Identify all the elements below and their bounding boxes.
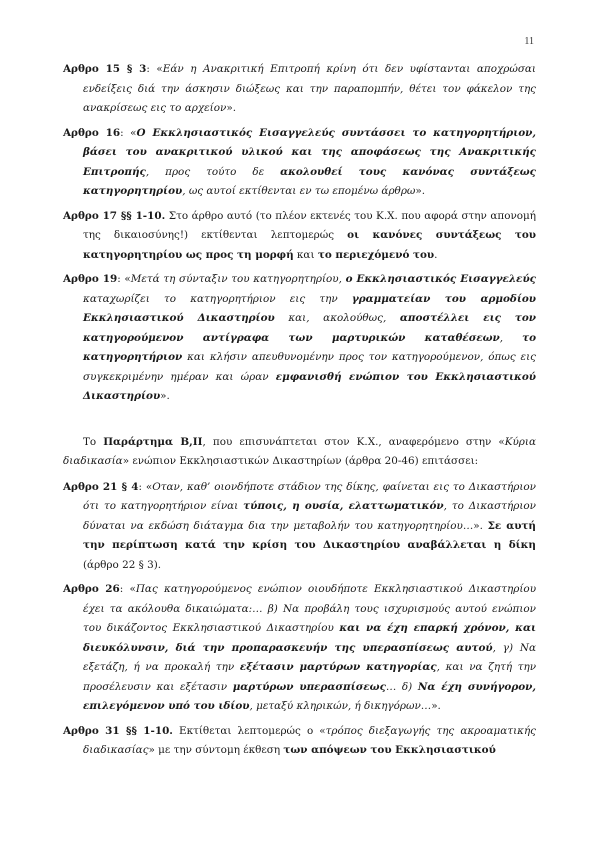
emphasized-text: Σε αυτή την περίπτωση κατά την κρίση του Δικαστηρίου αναβάλλεται η δίκη — [83, 519, 536, 551]
quoted-text: , και να ζητή την προσέλευσιν και εξέτασιν — [83, 661, 537, 693]
quoted-text: Μετά τη σύνταξιν του κατηγορητηρίου, — [130, 273, 346, 285]
quoted-text: , — [499, 331, 523, 344]
article-heading: Αρθρο 21 § 4 — [63, 480, 139, 493]
quoted-text: καταχωρίζει το κατηγορητήριον εις την — [83, 292, 352, 305]
text-span: ». — [160, 390, 170, 402]
emphasized-quote: ο Εκκλησιαστικός Εισαγγελεύς — [345, 273, 536, 285]
text-span: (άρθρο 22 § 3). — [83, 558, 162, 571]
article-15-paragraph — [63, 60, 536, 119]
emphasized-quote: και να έχη επαρκή χρόνον, και διευκόλυνσιν, διά την προπαρασκευήν της υπερασπίσεως αυτού — [83, 622, 536, 654]
quoted-text: , το Δικαστήριον δύναται να εκδώση διάταγμα δια την μεταβολήν του κατηγορητηρίου… — [83, 500, 536, 532]
article-heading: Αρθρο 16 — [63, 126, 121, 139]
quoted-text: , ως αυτοί εκτίθενται εν τω επομένω άρθρω — [182, 185, 416, 197]
article-heading: Αρθρο 19 — [63, 273, 118, 285]
text-span: Εκτίθεται λεπτομερώς ο « — [172, 724, 326, 737]
article-16-paragraph — [63, 124, 536, 202]
text-span: : « — [120, 126, 137, 139]
text-span: ». — [473, 519, 488, 532]
text-span: : « — [138, 480, 153, 493]
emphasized-text: Παράρτημα Β,ΙΙ — [103, 435, 203, 448]
quoted-text: τρόπος διεξαγωγής της ακροαματικής διαδικασίας — [83, 724, 537, 756]
quoted-text: , προς τούτο δε — [145, 165, 281, 178]
quoted-text: , μεταξύ κληρικών, ή δικηγόρων… — [249, 700, 432, 712]
page-number: 11 — [524, 36, 534, 47]
emphasized-quote: αποστέλλει εις τον κατηγορούμενον αντίγραφα των μαρτυρικών καταθέσεων — [83, 312, 536, 344]
text-span: Στο άρθρο αυτό (το πλέον εκτενές του Κ.Χ. που αφορά στην απονομή της δικαιοσύνης!) εκτίθενται λεπτομερώς — [83, 209, 537, 241]
text-span: . — [434, 248, 438, 261]
article-31-paragraph — [63, 722, 536, 761]
emphasized-quote: εμφανισθή ενώπιον του Εκκλησιαστικού Δικαστηρίου — [83, 370, 536, 402]
text-span: ». — [226, 102, 237, 114]
quoted-text: … δ) — [385, 680, 418, 693]
quoted-text: Εάν η Ανακριτική Επιτροπή κρίνη ότι δεν υφίστανται αποχρώσαι ενδείξεις διά την άσκησιν διώξεως και την παραπομπήν, θέτει τον φάκελον της ανακρίσεως εις το αρχείον — [83, 63, 537, 114]
text-span: » ενώπιον Εκκλησιαστικών Δικαστηρίων (άρθρα 20-46) επιτάσσει: — [122, 455, 479, 467]
text-span: : « — [146, 63, 163, 75]
article-heading: Αρθρο 31 §§ 1-10. — [63, 724, 173, 737]
emphasized-text: το περιεχόμενό του — [317, 248, 435, 261]
document-body — [63, 60, 536, 766]
quoted-text: , γ) Να εξετάζη, ή να προκαλή την — [83, 641, 536, 673]
emphasized-quote: γραμματείαν του αρμοδίου Εκκλησιαστικού Δικαστηρίου — [83, 292, 536, 324]
quoted-text: και, ακολούθως, — [274, 312, 400, 324]
emphasized-quote: Ο Εκκλησιαστικός Εισαγγελεύς συντάσσει το κατηγορητήριον, βάσει του ανακριτικού υλικού και της αποφάσεως της Ανακριτικής Επιτροπής — [83, 126, 536, 178]
quoted-text: και κλήσιν απευθυνομένην προς τον κατηγορούμενον, όπως εις συγκεκριμένην ημέραν και ώραν — [83, 351, 536, 383]
text-span: » με την σύντομη έκθεση — [148, 744, 284, 756]
quoted-text: Πας κατηγορούμενος ενώπιον οιουδήποτε Εκκλησιαστικού Δικαστηρίου έχει τα ακόλουθα δικαιώματα:… β) Να προβάλη τους ισχυρισμούς αυτού ενώπιον του δικάζοντος Εκκλησιαστικού Δικαστηρίου — [83, 583, 537, 634]
text-span: και — [293, 248, 318, 261]
text-span: ». — [415, 185, 426, 197]
emphasized-quote: ακολουθεί τους κανόνας συντάξεως κατηγορητηρίου — [83, 165, 536, 197]
text-span: ». — [431, 700, 441, 712]
article-21-paragraph — [63, 478, 536, 576]
text-span: : « — [117, 273, 131, 285]
article-17-paragraph — [63, 207, 536, 266]
article-heading: Αρθρο 15 § 3 — [63, 63, 147, 75]
text-span: : « — [119, 583, 136, 595]
emphasized-quote: εξέτασιν μαρτύρων κατηγορίας — [239, 661, 437, 673]
emphasized-quote: το κατηγορητήριον — [83, 331, 536, 363]
article-heading: Αρθρο 26 — [63, 583, 120, 595]
emphasized-text: των απόψεων του Εκκλησιαστικού — [283, 744, 496, 756]
article-26-paragraph — [63, 580, 536, 717]
text-span: , που επισυνάπτεται στον Κ.Χ., αναφερόμενο στην « — [202, 435, 505, 448]
emphasized-quote: τύποις, η ουσία, ελαττωματικόν — [243, 500, 444, 512]
emphasized-quote: Να έχη συνήγορον, επιλεγόμενον υπό του ιδίου — [83, 680, 536, 712]
emphasized-quote: μαρτύρων υπερασπίσεως — [232, 680, 386, 693]
quoted-text: Οταν, καθ’ οιονδήποτε στάδιον της δίκης, φαίνεται εις το Δικαστήριον ότι το κατηγορητήριον είναι — [83, 480, 537, 512]
quoted-text: Κύρια διαδικασία — [63, 435, 536, 467]
article-heading: Αρθρο 17 §§ 1-10. — [63, 209, 166, 222]
text-span: Το — [83, 435, 104, 448]
article-19-paragraph — [63, 270, 536, 407]
appendix-intro-paragraph — [63, 433, 536, 472]
emphasized-text: οι κανόνες συντάξεως του κατηγορητηρίου ως προς τη μορφή — [83, 229, 536, 261]
